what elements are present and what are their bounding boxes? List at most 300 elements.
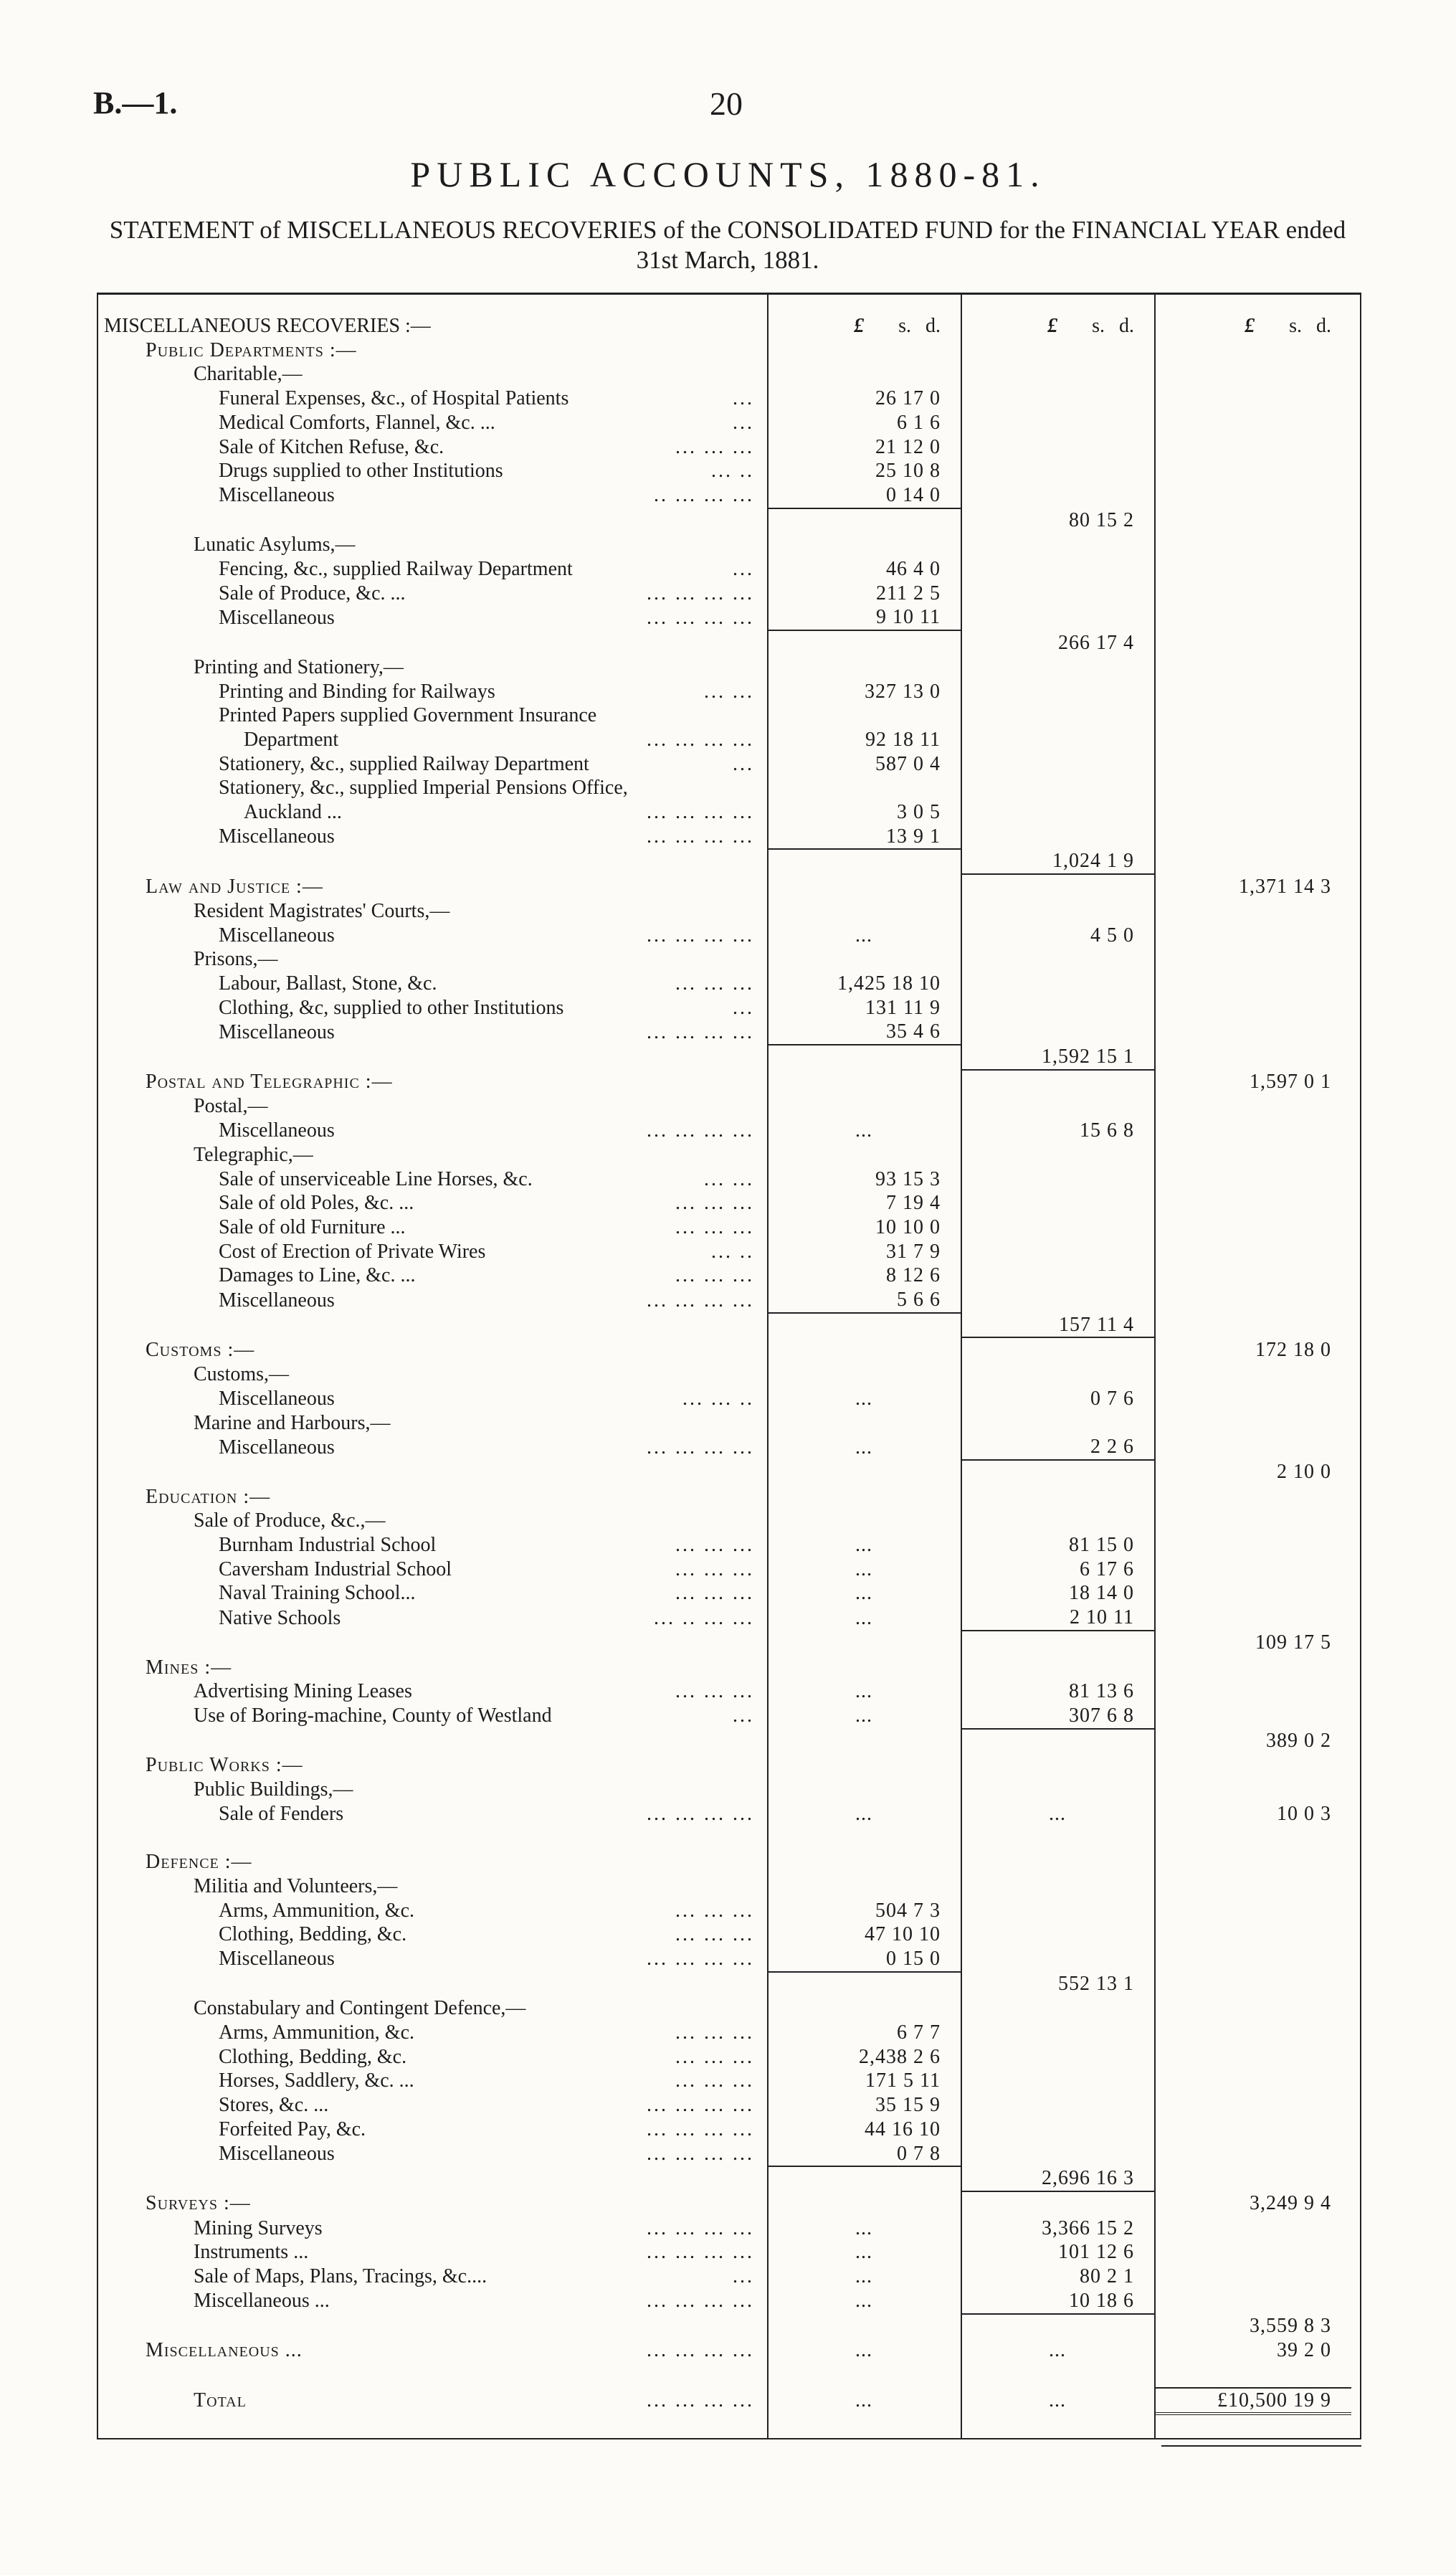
amount-col-2: [961, 1899, 1154, 1923]
leader-dots: ... ... ...: [675, 1923, 754, 1946]
amount-col-3: [1154, 1874, 1351, 1899]
table-row: [104, 1557, 1351, 1582]
table-row: [104, 2142, 1351, 2167]
currency-shillings: s.: [898, 315, 911, 337]
amount-col-1: [767, 1460, 961, 1485]
subtotal-row: [104, 1045, 1351, 1070]
table-row: [104, 1606, 1351, 1631]
leader-dots: ... ... ...: [675, 1534, 754, 1557]
amount-col-1: ...: [855, 2339, 872, 2362]
leader-dots: ... ... ...: [675, 1557, 754, 1580]
amount-col-2: [961, 2021, 1154, 2045]
table-row: [104, 1704, 1351, 1729]
amount-col-3: [1154, 1581, 1351, 1606]
table-row: [104, 1070, 1351, 1095]
leader-dots: ... ... ... ...: [647, 2241, 754, 2264]
amount-col-1: 0 7 8: [897, 2142, 941, 2165]
amount-col-1: [767, 776, 961, 800]
amount-col-1: ...: [855, 1436, 872, 1459]
amount-col-3: [1154, 2069, 1351, 2093]
table-row: [104, 2118, 1351, 2142]
amount-col-2: 157 11 4: [1059, 1313, 1134, 1336]
subtotal-row: [104, 2314, 1351, 2339]
row-description: [104, 1191, 767, 1215]
table-row: [104, 800, 1351, 825]
row-description: [104, 1509, 767, 1533]
row-label: Customs :—: [146, 1338, 255, 1361]
amount-col-1: 171 5 11: [865, 2069, 941, 2092]
amount-col-1: 0 14 0: [886, 483, 941, 506]
amount-col-3: 10 0 3: [1277, 1802, 1331, 1825]
amount-col-2: [961, 1191, 1154, 1215]
amount-col-3: [1154, 972, 1351, 996]
amount-col-2: ...: [1049, 2339, 1066, 2362]
amount-col-3: 172 18 0: [1255, 1338, 1331, 1361]
document-reference: B.—1.: [93, 85, 178, 120]
table-row: [104, 1337, 1351, 1362]
amount-col-2: [961, 1411, 1154, 1436]
amount-col-3: [1154, 411, 1351, 435]
row-description: [104, 411, 767, 435]
leader-dots: ... ... ... ...: [647, 825, 754, 848]
row-label: Forfeited Pay, &c.: [219, 2118, 366, 2140]
amount-col-2: [961, 825, 1154, 850]
row-description: [104, 1922, 767, 1947]
amount-col-2: [961, 1729, 1154, 1754]
amount-col-3: [1154, 2093, 1351, 2118]
amount-col-3: [1154, 849, 1351, 874]
row-description: [104, 2388, 767, 2414]
amount-col-3: [1154, 728, 1351, 752]
amount-col-1: [767, 2191, 961, 2216]
row-description: [104, 1362, 767, 1387]
subtotal-row: [104, 1460, 1351, 1485]
row-description: [104, 1606, 767, 1631]
row-label: Miscellaneous: [219, 606, 335, 629]
amount-col-2: [961, 1753, 1154, 1778]
leader-dots: ... ... ... ...: [647, 1020, 754, 1043]
amount-col-3: [1154, 1899, 1351, 1923]
row-description: [104, 1778, 767, 1802]
amount-col-3: [1154, 1020, 1351, 1045]
row-label: Postal,—: [194, 1095, 268, 1118]
amount-col-2: [961, 2045, 1154, 2069]
amount-col-1: 35 4 6: [886, 1020, 941, 1043]
table-row: [104, 1167, 1351, 1192]
leader-dots: ... ... ...: [675, 1680, 754, 1703]
amount-col-2: [961, 874, 1154, 899]
row-label: Miscellaneous ...: [146, 2339, 303, 2362]
row-label: Miscellaneous: [219, 1119, 335, 1142]
row-description: [104, 1850, 767, 1874]
leader-dots: ... ... ... ...: [647, 2389, 754, 2412]
amount-col-1: [767, 1094, 961, 1119]
amount-col-2: [961, 776, 1154, 800]
row-label: Cost of Erection of Private Wires: [219, 1240, 486, 1263]
amount-col-1: 31 7 9: [886, 1240, 941, 1263]
row-description: [104, 899, 767, 924]
currency-header: [961, 314, 1154, 338]
subtotal-row: [104, 1972, 1351, 1997]
row-label: Miscellaneous: [219, 1020, 335, 1043]
table-row: [104, 1581, 1351, 1606]
row-label: Labour, Ballast, Stone, &c.: [219, 972, 437, 995]
row-description: [104, 2338, 767, 2363]
row-label: Education :—: [146, 1485, 271, 1508]
table-row: [104, 557, 1351, 582]
row-description: [104, 1215, 767, 1240]
amount-col-2: [961, 1996, 1154, 2021]
amount-col-3: [1154, 680, 1351, 704]
leader-dots: ... ..: [711, 460, 754, 483]
table-row: [104, 338, 1351, 363]
amount-col-3: [1154, 655, 1351, 680]
row-label: Public Works :—: [146, 1754, 303, 1777]
table-row: [104, 1778, 1351, 1802]
amount-col-1: 44 16 10: [865, 2118, 941, 2140]
amount-col-2: [961, 1631, 1154, 1656]
amount-col-3: [1154, 924, 1351, 948]
table-row: [104, 924, 1351, 948]
row-label: Burnham Industrial School: [219, 1534, 437, 1557]
amount-col-3: [1154, 1947, 1351, 1972]
row-description: [104, 924, 767, 948]
row-description: [104, 1045, 767, 1070]
row-description: [104, 2166, 767, 2191]
table-row: [104, 1485, 1351, 1509]
row-description: [104, 1753, 767, 1778]
amount-col-3: [1154, 752, 1351, 777]
amount-col-1: 587 0 4: [875, 752, 941, 775]
amount-col-1: [767, 1972, 961, 1997]
row-description: [104, 1337, 767, 1362]
amount-col-1: 0 15 0: [886, 1947, 941, 1970]
subtotal-row: [104, 2166, 1351, 2191]
row-label: Telegraphic,—: [194, 1143, 313, 1166]
row-label: Prisons,—: [194, 948, 278, 971]
row-description: [104, 2289, 767, 2314]
amount-col-1: 92 18 11: [865, 728, 941, 751]
amount-col-1: ...: [855, 1582, 872, 1605]
amount-col-3: 39 2 0: [1277, 2339, 1331, 2362]
currency-header: [1154, 314, 1351, 338]
amount-col-3: [1154, 1362, 1351, 1387]
leader-dots: ... ... ... ...: [647, 2216, 754, 2239]
row-label: Department: [244, 728, 339, 751]
table-row: [104, 1802, 1351, 1826]
amount-col-3: [1154, 1167, 1351, 1192]
row-label: Miscellaneous: [219, 1387, 335, 1410]
page-number: 20: [710, 85, 743, 122]
amount-col-3: [1154, 459, 1351, 483]
table-row: [104, 1362, 1351, 1387]
row-label: Printed Papers supplied Government Insurance: [219, 704, 597, 727]
amount-col-3: [1154, 1850, 1351, 1874]
amount-col-2: [961, 1922, 1154, 1947]
amount-col-1: 46 4 0: [886, 558, 941, 581]
row-description: [104, 996, 767, 1020]
currency-pounds: £: [1047, 315, 1058, 337]
amount-col-2: [961, 605, 1154, 630]
amount-col-2: [961, 1240, 1154, 1264]
table-row: [104, 582, 1351, 606]
row-label: Miscellaneous: [219, 825, 335, 848]
amount-col-2: 80 15 2: [1069, 509, 1134, 532]
row-description: [104, 2021, 767, 2045]
amount-col-2: 1,024 1 9: [1052, 850, 1134, 873]
subtotal-row: [104, 1826, 1351, 1850]
amount-col-3: [1154, 1557, 1351, 1582]
amount-col-1: ...: [855, 1680, 872, 1703]
row-description: [104, 703, 767, 728]
leader-dots: ... .. ... ...: [654, 1606, 754, 1629]
row-description: [104, 1947, 767, 1972]
table-row: [104, 2021, 1351, 2045]
row-label: Miscellaneous: [219, 1436, 335, 1459]
row-description: [104, 1729, 767, 1754]
row-label: Mines :—: [146, 1656, 232, 1679]
amount-col-3: [1154, 1656, 1351, 1680]
row-description: [104, 1143, 767, 1167]
row-label: Constabulary and Contingent Defence,—: [194, 1997, 526, 2020]
amount-col-3: [1154, 899, 1351, 924]
amount-col-3: [1154, 1826, 1351, 1850]
amount-col-1: 6 7 7: [897, 2021, 941, 2044]
table-row: [104, 362, 1351, 387]
row-description: [104, 1656, 767, 1680]
table-row: [104, 947, 1351, 972]
row-description: [104, 435, 767, 460]
table-row: [104, 1094, 1351, 1119]
amount-col-2: [961, 1020, 1154, 1045]
leader-dots: ... ... ... ...: [647, 728, 754, 751]
amount-col-2: [961, 752, 1154, 777]
leader-dots: ... ... ... ...: [647, 606, 754, 629]
amount-col-1: [767, 630, 961, 655]
row-description: [104, 387, 767, 411]
row-description: [104, 582, 767, 606]
row-description: [104, 1411, 767, 1436]
amount-col-3: [1154, 630, 1351, 655]
amount-col-1: ...: [855, 2389, 872, 2412]
table-row: [104, 1435, 1351, 1460]
leader-dots: ... ... ... ...: [647, 924, 754, 947]
amount-col-3: [1154, 703, 1351, 728]
amount-col-2: 3,366 15 2: [1042, 2216, 1134, 2239]
subtotal-row: [104, 508, 1351, 534]
amount-col-1: 1,425 18 10: [837, 972, 941, 995]
amount-col-2: [961, 1263, 1154, 1288]
row-description: [104, 338, 767, 363]
table-row: [104, 972, 1351, 996]
amount-col-2: [961, 1215, 1154, 1240]
row-description: [104, 1435, 767, 1460]
amount-col-2: [961, 1656, 1154, 1680]
amount-col-2: [961, 996, 1154, 1020]
row-description: [104, 314, 767, 338]
table-row: [104, 1411, 1351, 1436]
row-label: Printing and Binding for Railways: [219, 680, 495, 703]
amount-col-1: [767, 1070, 961, 1095]
row-label: Medical Comforts, Flannel, &c. ...: [219, 411, 495, 434]
row-label: Sale of Kitchen Refuse, &c.: [219, 435, 444, 458]
amount-col-1: ...: [855, 1802, 872, 1825]
leader-dots: ... ... ... ...: [647, 1436, 754, 1459]
row-description: [104, 605, 767, 630]
row-label: Miscellaneous: [219, 1948, 335, 1971]
amount-col-2: [961, 2093, 1154, 2118]
row-description: [104, 1533, 767, 1557]
currency-shillings: s.: [1289, 315, 1302, 337]
amount-col-2: [961, 1167, 1154, 1192]
row-description: [104, 2142, 767, 2167]
amount-col-2: [961, 728, 1154, 752]
amount-col-1: 131 11 9: [865, 996, 941, 1019]
row-label: Arms, Ammunition, &c.: [219, 2021, 414, 2044]
row-description: [104, 630, 767, 655]
table-row: [104, 1874, 1351, 1899]
leader-dots: ... ... ...: [675, 435, 754, 458]
row-description: [104, 1460, 767, 1485]
table-row: [104, 1263, 1351, 1288]
amount-col-2: [961, 1288, 1154, 1313]
amount-col-2: [961, 1362, 1154, 1387]
amount-col-3: [1154, 2363, 1351, 2388]
leader-dots: ... ... ...: [675, 1215, 754, 1238]
amount-col-1: ...: [855, 2216, 872, 2239]
table-row: [104, 996, 1351, 1020]
amount-col-1: 47 10 10: [865, 1923, 941, 1946]
leader-dots: ...: [733, 411, 754, 434]
row-description: [104, 1240, 767, 1264]
table-row: [104, 2338, 1351, 2363]
amount-col-1: [767, 1045, 961, 1070]
row-label: Customs,—: [194, 1363, 290, 1386]
row-description: [104, 1972, 767, 1997]
amount-col-1: [767, 1485, 961, 1509]
row-description: [104, 508, 767, 534]
statement-subtitle: STATEMENT of MISCELLANEOUS RECOVERIES of the CONSOLIDATED FUND for the FINANCIAL YEAR ended 31st March, 1881.: [109, 216, 1346, 274]
amount-col-1: [767, 1656, 961, 1680]
amount-col-1: [767, 362, 961, 387]
amount-col-2: [961, 411, 1154, 435]
row-label: Lunatic Asylums,—: [194, 534, 356, 556]
amount-col-2: [961, 533, 1154, 557]
leader-dots: ... ... ... ...: [647, 2290, 754, 2313]
table-row: [104, 1899, 1351, 1923]
amount-col-1: ...: [855, 1387, 872, 1410]
table-row: [104, 1509, 1351, 1533]
amount-col-3: [1154, 2142, 1351, 2167]
table-row: [104, 1850, 1351, 1874]
table-row: [104, 1533, 1351, 1557]
row-label: Miscellaneous ...: [194, 2290, 330, 2313]
amount-col-3: [1154, 1922, 1351, 1947]
row-label: Sale of old Poles, &c. ...: [219, 1192, 414, 1215]
row-description: [104, 2069, 767, 2093]
amount-col-1: [767, 1753, 961, 1778]
amount-col-1: [767, 2314, 961, 2339]
amount-col-1: 35 15 9: [875, 2094, 941, 2117]
row-label: Horses, Saddlery, &c. ...: [219, 2069, 414, 2092]
row-description: [104, 1263, 767, 1288]
row-label: Charitable,—: [194, 363, 303, 386]
amount-col-2: 2,696 16 3: [1042, 2167, 1134, 2190]
amount-col-1: [767, 655, 961, 680]
row-description: [104, 1119, 767, 1143]
amount-col-3: [1154, 996, 1351, 1020]
leader-dots: ... ... ... ...: [647, 1802, 754, 1825]
table-row: [104, 1119, 1351, 1143]
row-description: [104, 1313, 767, 1338]
table-row: [104, 314, 1351, 338]
amount-col-2: [961, 459, 1154, 483]
row-label: Arms, Ammunition, &c.: [219, 1899, 414, 1922]
amount-col-1: 93 15 3: [875, 1167, 941, 1190]
row-label: Total: [194, 2389, 247, 2412]
amount-col-2: [961, 1094, 1154, 1119]
leader-dots: ... ... ...: [675, 1582, 754, 1605]
amount-col-1: [767, 1729, 961, 1754]
amount-col-1: [767, 2363, 961, 2388]
amount-col-1: [767, 1850, 961, 1874]
row-label: Drugs supplied to other Institutions: [219, 460, 503, 483]
amount-col-3: [1154, 825, 1351, 850]
amount-col-3: 389 0 2: [1266, 1730, 1331, 1753]
row-label: Miscellaneous: [219, 484, 335, 507]
row-label: Sale of old Furniture ...: [219, 1215, 406, 1238]
amount-col-2: [961, 2191, 1154, 2216]
row-label: Native Schools: [219, 1606, 341, 1629]
amount-col-1: [767, 533, 961, 557]
currency-header: [767, 314, 961, 338]
currency-shillings: s.: [1092, 315, 1105, 337]
row-label: Printing and Stationery,—: [194, 655, 404, 678]
table-row: [104, 1387, 1351, 1411]
row-label: Public Departments :—: [146, 338, 357, 361]
table-bottom-rule: [97, 2438, 1361, 2439]
amount-col-2: 2 2 6: [1090, 1436, 1134, 1459]
table-row: [104, 776, 1351, 800]
table-row: [104, 2240, 1351, 2265]
amount-col-3: 2 10 0: [1277, 1461, 1331, 1484]
amount-col-1: [767, 2166, 961, 2191]
row-label: Auckland ...: [244, 801, 342, 824]
amount-col-2: ...: [1049, 2389, 1066, 2412]
amount-col-3: [1154, 1263, 1351, 1288]
amount-col-2: [961, 1778, 1154, 1802]
amount-col-2: 0 7 6: [1090, 1387, 1134, 1410]
amount-col-2: 80 2 1: [1080, 2265, 1134, 2288]
row-label: Miscellaneous: [219, 2143, 335, 2166]
table-row: [104, 605, 1351, 630]
amount-col-2: 552 13 1: [1058, 1973, 1134, 1996]
table-row: [104, 1656, 1351, 1680]
amount-col-2: [961, 2363, 1154, 2388]
table-row: [104, 2191, 1351, 2216]
row-description: [104, 483, 767, 508]
row-description: [104, 655, 767, 680]
amount-col-1: [767, 1362, 961, 1387]
row-label: Stationery, &c., supplied Railway Department: [219, 752, 589, 775]
row-description: [104, 2216, 767, 2241]
row-description: [104, 1899, 767, 1923]
amount-col-1: [767, 1411, 961, 1436]
row-label: Advertising Mining Leases: [194, 1680, 412, 1703]
amount-col-2: [961, 2069, 1154, 2093]
amount-col-2: [961, 435, 1154, 460]
table-row: [104, 874, 1351, 899]
